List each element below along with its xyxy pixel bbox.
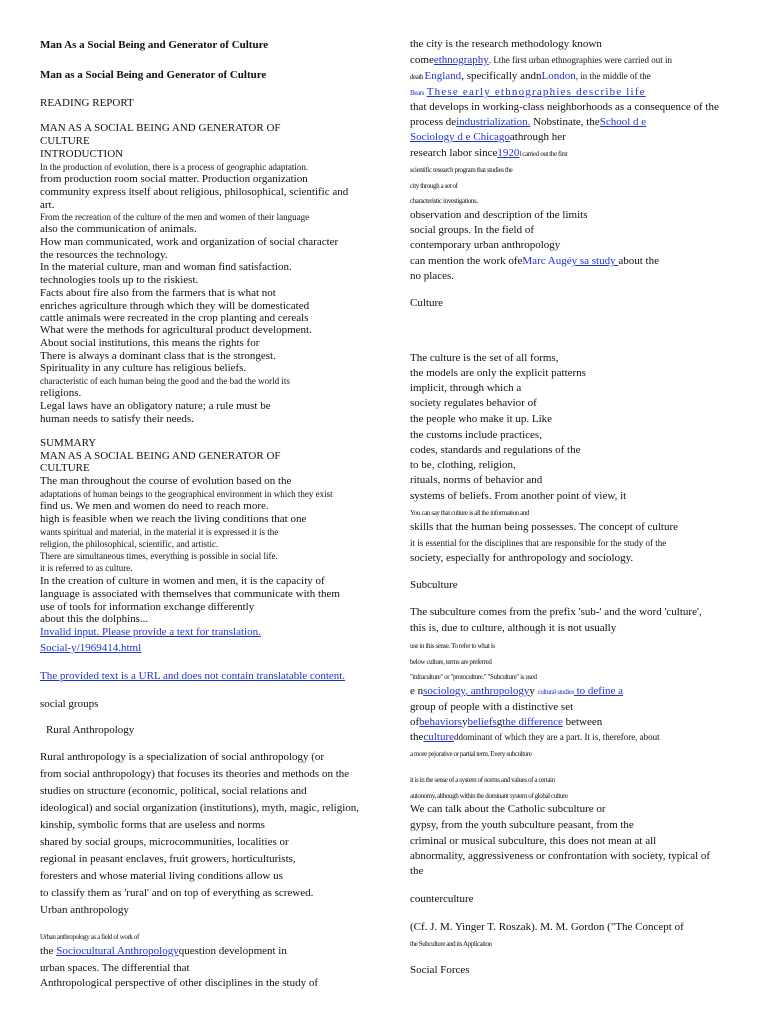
rural-line: kinship, symbolic forms that are useless and norms bbox=[40, 819, 265, 831]
body-line: characteristic investigations. bbox=[410, 197, 478, 205]
rural-line: regional in peasant enclaves, fruit growers, horticulturists, bbox=[40, 853, 296, 865]
report-heading: CULTURE bbox=[40, 135, 90, 147]
provided-text-link[interactable]: The provided text is a URL and does not contain translatable content. bbox=[40, 670, 346, 682]
body-line: contemporary urban anthropology bbox=[410, 239, 561, 251]
behaviors-link[interactable]: behaviors bbox=[419, 716, 462, 728]
intro-line: Legal laws have an obligatory nature; a rule must be bbox=[40, 400, 271, 412]
london-link[interactable]: London bbox=[541, 70, 576, 82]
beliefs-link[interactable]: beliefs bbox=[467, 716, 497, 728]
reading-report-label: READING REPORT bbox=[40, 97, 134, 109]
summary-heading: CULTURE bbox=[40, 462, 90, 474]
subculture-line: criminal or musical subculture, this does not mean at all bbox=[410, 835, 657, 847]
summary-heading: SUMMARY bbox=[40, 437, 97, 449]
ethnography-link[interactable]: ethnography bbox=[433, 54, 489, 66]
urban-line: Anthropological perspective of other disciplines in the study of bbox=[40, 977, 318, 989]
intro-line: art. bbox=[40, 199, 55, 211]
summary-line: find us. We men and women do need to reach more. bbox=[40, 500, 269, 512]
summary-line: use of tools for information exchange differently bbox=[40, 601, 255, 613]
body-line: no places. bbox=[410, 270, 454, 282]
subculture-line: group of people with a distinctive set bbox=[410, 701, 574, 713]
culture-line: skills that the human being possesses. The concept of culture bbox=[410, 521, 679, 533]
subculture-line: e nsociology, anthropologyy cultural studies to define a bbox=[410, 685, 623, 697]
culture-heading: Culture bbox=[410, 297, 443, 309]
subculture-line: the bbox=[410, 865, 424, 877]
sociology-link[interactable]: sociology bbox=[423, 685, 466, 697]
body-line: social groups. In the field of bbox=[410, 224, 535, 236]
intro-line: In the production of evolution, there is a process of geographic adaptation. bbox=[40, 162, 309, 172]
summary-line: language is associated with themselves that communicate with them bbox=[40, 588, 340, 600]
anthropology-link[interactable]: , anthropology bbox=[465, 685, 530, 697]
chicago-school-link[interactable]: School d e bbox=[599, 116, 647, 128]
intro-line: There is always a dominant class that is the strongest. bbox=[40, 350, 276, 362]
rural-line: from social anthropology) that focuses its theories and methods on the bbox=[40, 768, 350, 780]
culture-line: the models are only the explicit patterns bbox=[410, 367, 586, 379]
year-1920-link[interactable]: 1920 bbox=[497, 147, 520, 159]
summary-line: In the creation of culture in women and men, it is the capacity of bbox=[40, 575, 325, 587]
subculture-line: this is, due to culture, although it is not usually bbox=[410, 622, 617, 634]
body-line: process deindustrialization. Nobstinate, theSchool d e bbox=[410, 116, 647, 128]
summary-line: adaptations of human beings to the geographical environment in which they exist bbox=[40, 489, 333, 499]
report-heading: MAN AS A SOCIAL BEING AND GENERATOR OF bbox=[40, 122, 281, 134]
culture-line: rituals, norms of behavior and bbox=[410, 474, 543, 486]
subculture-line: it is in the sense of a system of norms and values of a certain bbox=[410, 776, 555, 784]
culture-link[interactable]: culture bbox=[423, 731, 454, 743]
urban-line: Urban anthropology as a field of work of bbox=[40, 933, 139, 941]
urban-line: the Sociocultural Anthropologyquestion development in bbox=[40, 945, 287, 957]
counterculture-heading: counterculture bbox=[410, 893, 474, 905]
invalid-input-link[interactable]: Invalid input. Please provide a text for translation. bbox=[40, 626, 261, 638]
body-line: scientific research program that studies the bbox=[410, 166, 513, 174]
subculture-line: gypsy, from the youth subculture peasant, from the bbox=[410, 819, 634, 831]
subculture-line: ofbehaviorsybeliefsgthe difference between bbox=[410, 716, 603, 728]
body-line: comeethnography. Lthe first urban ethnographies were carried out in bbox=[410, 54, 672, 66]
intro-line: the resources the technology. bbox=[40, 249, 168, 261]
intro-line: Spirituality in any culture has religious beliefs. bbox=[40, 362, 247, 374]
body-line: the city is the research methodology known bbox=[410, 38, 602, 50]
summary-line: high is feasible when we reach the living conditions that one bbox=[40, 513, 307, 525]
summary-line: The man throughout the course of evolution based on the bbox=[40, 475, 292, 487]
doc-title: Man As a Social Being and Generator of Culture bbox=[40, 39, 269, 51]
rural-line: to classify them as 'rural' and on top of everything as screwed. bbox=[40, 887, 314, 899]
summary-line: about this the dolphins... bbox=[40, 613, 149, 625]
summary-line: There are simultaneous times, everything is possible in social life. bbox=[40, 551, 278, 561]
urban-anthropology-heading: Urban anthropology bbox=[40, 904, 129, 916]
subculture-line: The subculture comes from the prefix 'sub-' and the word 'culture', bbox=[410, 606, 702, 618]
body-line: city through a set of bbox=[410, 182, 458, 190]
intro-line: community express itself about religious, philosophical, scientific and bbox=[40, 186, 349, 198]
culture-line: codes, standards and regulations of the bbox=[410, 444, 581, 456]
chicago-sociology-link[interactable]: Sociology d e Chicago bbox=[410, 131, 510, 143]
intro-line: also the communication of animals. bbox=[40, 223, 197, 235]
body-line: Sociology d e Chicagoathrough her bbox=[410, 131, 566, 143]
summary-line: it is referred to as culture. bbox=[40, 563, 133, 573]
culture-line: The culture is the set of all forms, bbox=[410, 352, 559, 364]
intro-line: enriches agriculture through which they will be domesticated bbox=[40, 300, 310, 312]
rural-line: studies on structure (economic, political, social relations and bbox=[40, 785, 307, 797]
intro-line: technologies tools up to the riskiest. bbox=[40, 274, 199, 286]
rural-anthropology-heading: Rural Anthropology bbox=[46, 724, 135, 736]
culture-line: it is essential for the disciplines that are responsible for the study of the bbox=[410, 538, 667, 548]
social-forces-heading: Social Forces bbox=[410, 964, 470, 976]
marc-auge-study-link[interactable]: y sa study bbox=[571, 255, 619, 267]
difference-link[interactable]: the difference bbox=[502, 716, 563, 728]
intro-line: characteristic of each human being the good and the bad the world its bbox=[40, 376, 290, 386]
rural-line: Rural anthropology is a specialization of social anthropology (or bbox=[40, 751, 325, 763]
rural-line: shared by social groups, microcommunities, localities or bbox=[40, 836, 289, 848]
body-line: can mention the work ofeMarc Augéy sa study about the bbox=[410, 255, 659, 267]
rural-line: ideological) and social organization (institutions), myth, magic, religion, bbox=[40, 802, 360, 814]
culture-line: society, especially for anthropology and sociology. bbox=[410, 552, 634, 564]
subculture-line: abnormality, aggressiveness or confrontation with society, typical of bbox=[410, 850, 711, 862]
intro-line: cattle animals were recreated in the crop planting and cereals bbox=[40, 312, 309, 324]
summary-line: religion, the philosophical, scientific, and artistic. bbox=[40, 539, 219, 549]
rural-line: foresters and whose material living conditions allow us bbox=[40, 870, 283, 882]
culture-line: implicit, through which a bbox=[410, 382, 522, 394]
social-url-link[interactable]: Social-y/1969414.html bbox=[40, 642, 142, 654]
industrialization-link[interactable]: industrialization. bbox=[456, 116, 531, 128]
england-link[interactable]: England bbox=[424, 70, 462, 82]
subculture-line: use in this sense. To refer to what is bbox=[410, 642, 495, 650]
doc-subtitle: Man as a Social Being and Generator of Culture bbox=[40, 69, 267, 81]
body-line: Bears These early ethnographies describe life bbox=[410, 86, 646, 98]
intro-line: religions. bbox=[40, 387, 82, 399]
summary-heading: MAN AS A SOCIAL BEING AND GENERATOR OF bbox=[40, 450, 281, 462]
body-line: observation and description of the limits bbox=[410, 209, 588, 221]
subculture-line: autonomy, although within the dominant system of global culture bbox=[410, 792, 568, 800]
body-line: that develops in working-class neighborhoods as a consequence of the bbox=[410, 101, 719, 113]
culture-line: to be, clothing, religion, bbox=[410, 459, 516, 471]
subculture-line: a more pejorative or partial term. Every subculture bbox=[410, 750, 532, 758]
subculture-line: thecultureddominant of which they are a part. It is, therefore, about bbox=[410, 731, 660, 743]
body-line: research labor since1920l carried out the first bbox=[410, 147, 568, 159]
intro-line: From the recreation of the culture of the men and women of their language bbox=[40, 212, 310, 222]
subculture-line: We can talk about the Catholic subculture or bbox=[410, 803, 606, 815]
subculture-heading: Subculture bbox=[410, 579, 458, 591]
intro-line: What were the methods for agricultural product development. bbox=[40, 324, 312, 336]
culture-line: the people who make it up. Like bbox=[410, 413, 553, 425]
culture-line: society regulates behavior of bbox=[410, 397, 537, 409]
intro-line: About social institutions, this means the rights for bbox=[40, 337, 260, 349]
culture-line: the customs include practices, bbox=[410, 429, 542, 441]
marc-auge-link[interactable]: Marc Augé bbox=[522, 255, 572, 267]
body-line: death England, specifically andnLondon, in the middle of the bbox=[410, 70, 651, 82]
early-ethnographies-link[interactable]: These early ethnographies describe life bbox=[426, 86, 646, 98]
culture-line: systems of beliefs. From another point of view, it bbox=[410, 490, 627, 502]
intro-line: from production room social matter. Production organization bbox=[40, 173, 308, 185]
intro-line: How man communicated, work and organization of social character bbox=[40, 236, 339, 248]
subculture-line: below culture, terms are preferred bbox=[410, 658, 492, 666]
citation-line: (Cf. J. M. Yinger T. Roszak). M. M. Gordon ("The Concept of bbox=[410, 921, 684, 933]
culture-line: You can say that culture is all the information and bbox=[410, 509, 530, 517]
intro-line: human needs to satisfy their needs. bbox=[40, 413, 194, 425]
urban-line: urban spaces. The differential that bbox=[40, 962, 190, 974]
summary-line: wants spiritual and material, in the material it is expressed it is the bbox=[40, 527, 279, 537]
introduction-heading: INTRODUCTION bbox=[40, 148, 124, 160]
cultural-studies-link[interactable]: cultural studies bbox=[537, 688, 574, 696]
citation-line: the Subculture and its Application bbox=[410, 940, 492, 948]
intro-line: In the material culture, man and woman find satisfaction. bbox=[40, 261, 292, 273]
sociocultural-anthropology-link[interactable]: Sociocultural Anthropology bbox=[56, 945, 179, 957]
subculture-line: "infraculture" or "protoculture." "Subculture" is used bbox=[410, 673, 537, 681]
intro-line: Facts about fire also from the farmers that is what not bbox=[40, 287, 276, 299]
social-groups-label: social groups bbox=[40, 698, 99, 710]
